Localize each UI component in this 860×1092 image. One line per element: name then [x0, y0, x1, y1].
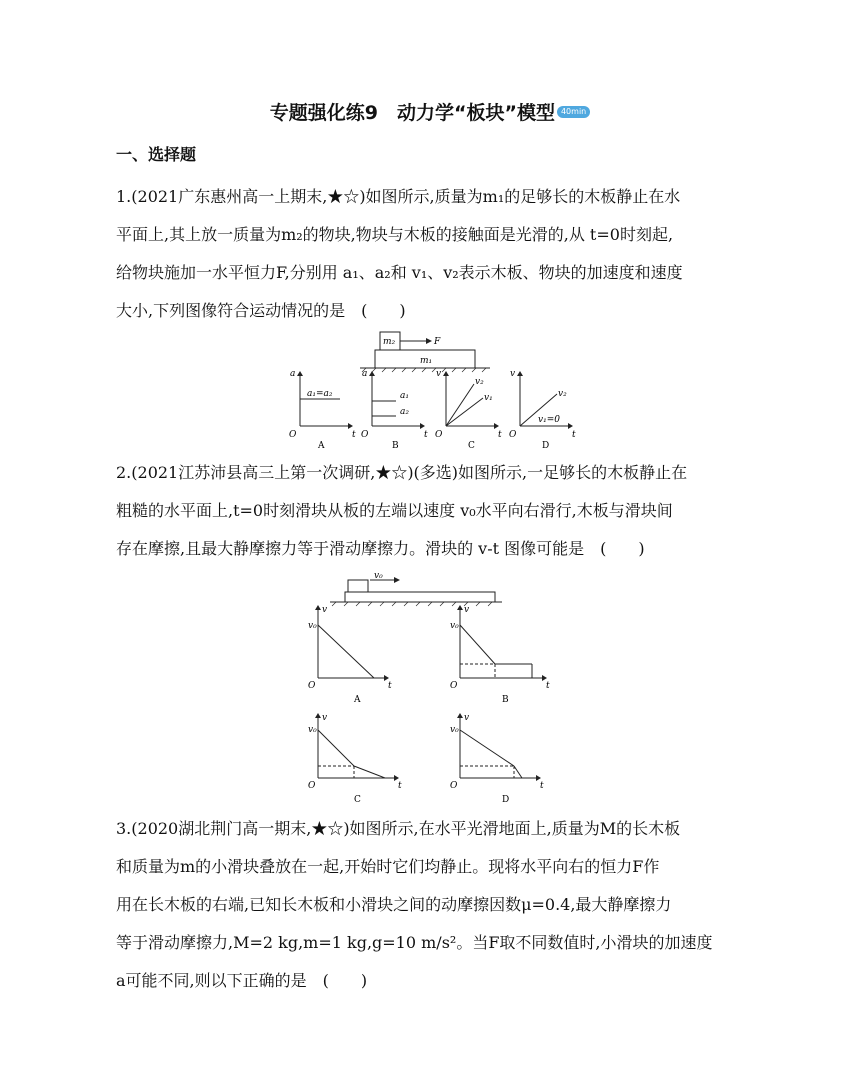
q1-graph-c — [435, 369, 502, 451]
caption-b: B — [392, 441, 399, 451]
q2-graph-c — [308, 713, 402, 805]
axis-b-t: t — [424, 430, 428, 440]
origin-q2c: O — [308, 781, 316, 791]
q2-line-1: 2.(2021江苏沛县高三上第一次调研,★☆)(多选)如图所示,一足够长的木板静止在 — [116, 463, 688, 482]
caption-q2d: D — [502, 795, 510, 805]
label-force: F — [434, 337, 441, 347]
label-q2a-v0: v₀ — [308, 621, 317, 631]
label-q2b-v0: v₀ — [450, 621, 459, 631]
axis-q2b-v: v — [464, 605, 470, 615]
caption-q2c: C — [354, 795, 361, 805]
axis-q2b-t: t — [546, 681, 550, 691]
axis-q2a-v: v — [322, 605, 328, 615]
caption-q2a: A — [354, 695, 361, 705]
q1-block-setup — [360, 332, 490, 372]
axis-q2c-v: v — [322, 713, 328, 723]
q2-graph-b — [450, 605, 550, 705]
q3-line-3: 用在长木板的右端,已知长木板和小滑块之间的动摩擦因数μ=0.4,最大静摩擦力 — [116, 895, 672, 914]
time-badge: 40min — [557, 106, 590, 118]
q3-line-2: 和质量为m的小滑块叠放在一起,开始时它们均静止。现将水平向右的恒力F作 — [116, 857, 660, 876]
axis-b-a: a — [362, 369, 368, 379]
q2-board-setup — [330, 571, 502, 606]
page-title — [0, 98, 860, 125]
label-q2c-v0: v₀ — [308, 725, 317, 735]
axis-q2a-t: t — [388, 681, 392, 691]
label-a-accel: a₁=a₂ — [307, 389, 333, 399]
axis-c-t: t — [498, 430, 502, 440]
caption-d: D — [542, 441, 550, 451]
caption-c: C — [468, 441, 475, 451]
section-heading: 一、选择题 — [116, 145, 197, 164]
origin-q2d: O — [450, 781, 458, 791]
axis-c-v: v — [436, 369, 442, 379]
label-d-v1: v₁=0 — [538, 415, 560, 425]
label-c-v1: v₁ — [484, 393, 493, 403]
label-b-a1: a₁ — [400, 391, 409, 401]
axis-d-v: v — [510, 369, 516, 379]
origin-d: O — [509, 430, 517, 440]
axis-q2d-v: v — [464, 713, 470, 723]
q3-line-4: 等于滑动摩擦力,M=2 kg,m=1 kg,g=10 m/s²。当F取不同数值时,小滑块的加速度 — [116, 933, 713, 952]
label-m2: m₂ — [383, 337, 396, 347]
q1-line-2: 平面上,其上放一质量为m₂的物块,物块与木板的接触面是光滑的,从 t=0时刻起, — [116, 225, 674, 244]
label-m1: m₁ — [420, 356, 433, 366]
q2-graph-d — [450, 713, 544, 805]
axis-a-t: t — [352, 430, 356, 440]
q2-graph-a — [308, 605, 392, 705]
axis-q2c-t: t — [398, 781, 402, 791]
axis-q2d-t: t — [540, 781, 544, 791]
q3-line-5: a可能不同,则以下正确的是 ( ) — [116, 971, 368, 990]
label-c-v2: v₂ — [475, 377, 484, 387]
q1-line-1: 1.(2021广东惠州高一上期末,★☆)如图所示,质量为m₁的足够长的木板静止在水 — [116, 187, 681, 206]
caption-q2b: B — [502, 695, 509, 705]
label-d-v2: v₂ — [558, 389, 567, 399]
q2-line-2: 粗糙的水平面上,t=0时刻滑块从板的左端以速度 v₀水平向右滑行,木板与滑块间 — [116, 501, 673, 520]
origin-c: O — [435, 430, 443, 440]
q2-board — [345, 592, 495, 602]
label-q2d-v0: v₀ — [450, 725, 459, 735]
q1-line-4: 大小,下列图像符合运动情况的是 ( ) — [116, 301, 406, 320]
label-b-a2: a₂ — [400, 407, 409, 417]
origin-q2b: O — [450, 681, 458, 691]
q3-line-1: 3.(2020湖北荆门高一期末,★☆)如图所示,在水平光滑地面上,质量为M的长木板 — [116, 819, 681, 838]
q1-graph-d — [509, 369, 576, 451]
origin-a: O — [289, 430, 297, 440]
q1-line-3: 给物块施加一水平恒力F,分别用 a₁、a₂和 v₁、v₂表示木板、物块的加速度和速度 — [116, 263, 683, 282]
q1-graph-a — [289, 369, 356, 451]
q1-figure — [280, 326, 580, 452]
caption-a: A — [318, 441, 325, 451]
q2-line-3: 存在摩擦,且最大静摩擦力等于滑动摩擦力。滑块的 v-t 图像可能是 ( ) — [116, 539, 645, 558]
origin-b: O — [361, 430, 369, 440]
title-text: 专题强化练9 动力学“板块”模型 — [269, 102, 555, 124]
axis-d-t: t — [572, 430, 576, 440]
origin-q2a: O — [308, 681, 316, 691]
label-v0-setup: v₀ — [374, 571, 383, 581]
q1-graph-b — [361, 369, 428, 451]
q2-slider — [348, 580, 368, 592]
q2-figure — [290, 570, 580, 810]
axis-a-a: a — [290, 369, 296, 379]
